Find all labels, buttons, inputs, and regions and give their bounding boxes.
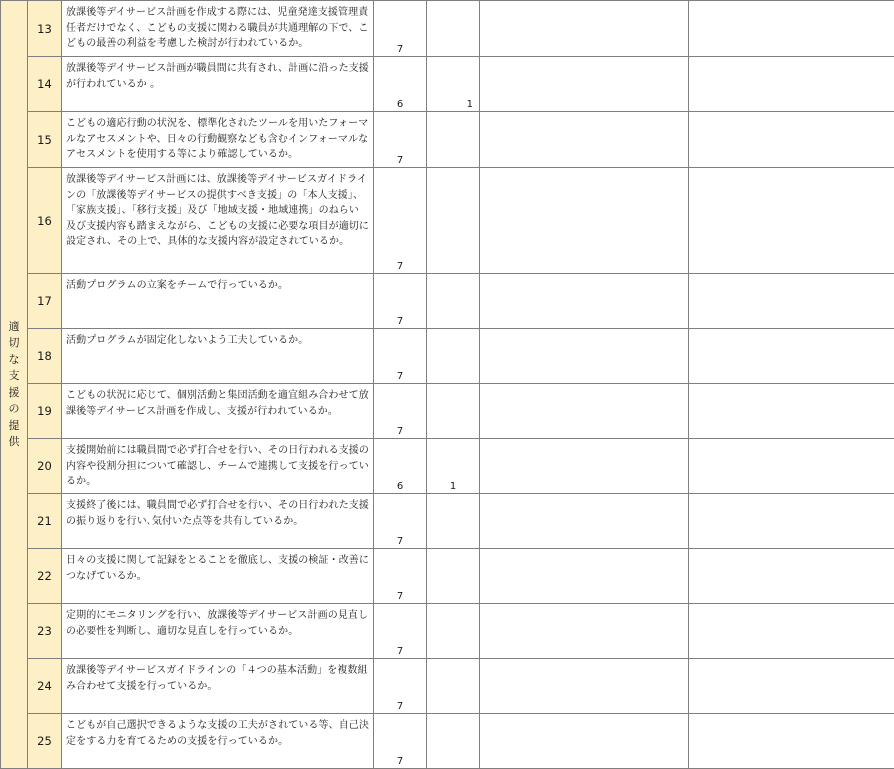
yes-count[interactable]: 6 [374, 439, 427, 494]
row-number: 25 [28, 714, 62, 769]
question-text[interactable]: 日々の支援に関して記録をとることを徹底し、支援の検証・改善につなげているか。 [62, 549, 374, 604]
question-text[interactable]: 活動プログラムの立案をチームで行っているか。 [62, 274, 374, 329]
improvement-cell[interactable] [480, 549, 689, 604]
remarks-cell[interactable] [689, 439, 894, 494]
yes-count[interactable]: 7 [374, 659, 427, 714]
improvement-cell[interactable] [480, 168, 689, 274]
remarks-cell[interactable] [689, 494, 894, 549]
table-row [1, 384, 894, 439]
table-row [1, 604, 894, 659]
improvement-cell[interactable] [480, 1, 689, 57]
question-text[interactable]: こどもの適応行動の状況を、標準化されたツールを用いたフォーマルなアセスメントや、日々の行動観察なども含むインフォーマルなアセスメントを使用する等により確認しているか。 [62, 112, 374, 168]
improvement-cell[interactable] [480, 329, 689, 384]
question-text[interactable]: 放課後等デイサービスガイドラインの「４つの基本活動」を複数組み合わせて支援を行っているか。 [62, 659, 374, 714]
yes-count[interactable]: 7 [374, 604, 427, 659]
yes-count[interactable]: 6 [374, 57, 427, 112]
table-row [1, 494, 894, 549]
remarks-cell[interactable] [689, 329, 894, 384]
yes-count[interactable]: 7 [374, 274, 427, 329]
remarks-cell[interactable] [689, 659, 894, 714]
table-row [1, 168, 894, 274]
row-number: 18 [28, 329, 62, 384]
remarks-cell[interactable] [689, 604, 894, 659]
no-count[interactable] [427, 329, 480, 384]
category-cell [1, 1, 28, 769]
yes-count[interactable]: 7 [374, 1, 427, 57]
no-count[interactable] [427, 659, 480, 714]
row-number: 20 [28, 439, 62, 494]
improvement-cell[interactable] [480, 384, 689, 439]
improvement-cell[interactable] [480, 57, 689, 112]
row-number: 21 [28, 494, 62, 549]
category-label: 適切な支援の提供 [8, 319, 20, 451]
no-count[interactable]: 1 [427, 439, 480, 494]
no-count[interactable] [427, 168, 480, 274]
row-number: 19 [28, 384, 62, 439]
question-text[interactable]: 活動プログラムが固定化しないよう工夫しているか。 [62, 329, 374, 384]
no-count[interactable] [427, 384, 480, 439]
improvement-cell[interactable] [480, 274, 689, 329]
remarks-cell[interactable] [689, 549, 894, 604]
table-row [1, 1, 894, 57]
row-number: 15 [28, 112, 62, 168]
question-text[interactable]: 支援終了後には、職員間で必ず打合せを行い、その日行われた支援の振り返りを行い､気付いた点等を共有しているか。 [62, 494, 374, 549]
improvement-cell[interactable] [480, 494, 689, 549]
table-row [1, 57, 894, 112]
improvement-cell[interactable] [480, 714, 689, 769]
yes-count[interactable]: 7 [374, 384, 427, 439]
question-text[interactable]: 放課後等デイサービス計画が職員間に共有され、計画に沿った支援が行われているか 。 [62, 57, 374, 112]
table-row [1, 329, 894, 384]
yes-count[interactable]: 7 [374, 329, 427, 384]
yes-count[interactable]: 7 [374, 494, 427, 549]
improvement-cell[interactable] [480, 112, 689, 168]
remarks-cell[interactable] [689, 112, 894, 168]
improvement-cell[interactable] [480, 659, 689, 714]
yes-count[interactable]: 7 [374, 112, 427, 168]
row-number: 14 [28, 57, 62, 112]
question-text[interactable]: 定期的にモニタリングを行い、放課後等デイサービス計画の見直しの必要性を判断し、適切な見直しを行っているか。 [62, 604, 374, 659]
improvement-cell[interactable] [480, 604, 689, 659]
no-count[interactable] [427, 274, 480, 329]
question-text[interactable]: 放課後等デイサービス計画には、放課後等デイサービスガイドラインの「放課後等デイサービスの提供すべき支援」の「本人支援」、「家族支援」、「移行支援」及び「地域支援・地域連携」のねらい及び支援内容も踏まえながら、こどもの支援に必要な項目が適切に設定され、その上で、具体的な支援内容が設定されているか。 [62, 168, 374, 274]
no-count[interactable]: 1 [427, 57, 480, 112]
no-count[interactable] [427, 494, 480, 549]
no-count[interactable] [427, 549, 480, 604]
table-row [1, 659, 894, 714]
yes-count[interactable]: 7 [374, 549, 427, 604]
yes-count[interactable]: 7 [374, 168, 427, 274]
question-text[interactable]: こどもの状況に応じて、個別活動と集団活動を適宜組み合わせて放課後等デイサービス計画を作成し、支援が行われているか。 [62, 384, 374, 439]
table-row [1, 274, 894, 329]
remarks-cell[interactable] [689, 714, 894, 769]
row-number: 24 [28, 659, 62, 714]
row-number: 23 [28, 604, 62, 659]
no-count[interactable] [427, 714, 480, 769]
remarks-cell[interactable] [689, 384, 894, 439]
row-number: 13 [28, 1, 62, 57]
question-text[interactable]: 支援開始前には職員間で必ず打合せを行い、その日行われる支援の内容や役割分担について確認し、チームで連携して支援を行っているか。 [62, 439, 374, 494]
remarks-cell[interactable] [689, 274, 894, 329]
row-number: 17 [28, 274, 62, 329]
question-text[interactable]: 放課後等デイサービス計画を作成する際には、児童発達支援管理責任者だけでなく、こどもの支援に関わる職員が共通理解の下で、こどもの最善の利益を考慮した検討が行われているか。 [62, 1, 374, 57]
improvement-cell[interactable] [480, 439, 689, 494]
question-text[interactable]: こどもが自己選択できるような支援の工夫がされている等、自己決定をする力を育てるための支援を行っているか。 [62, 714, 374, 769]
table-row [1, 439, 894, 494]
row-number: 22 [28, 549, 62, 604]
remarks-cell[interactable] [689, 57, 894, 112]
no-count[interactable] [427, 1, 480, 57]
table-row [1, 714, 894, 769]
no-count[interactable] [427, 604, 480, 659]
remarks-cell[interactable] [689, 168, 894, 274]
table-body [1, 1, 894, 769]
table-row [1, 112, 894, 168]
remarks-cell[interactable] [689, 1, 894, 57]
yes-count[interactable]: 7 [374, 714, 427, 769]
no-count[interactable] [427, 112, 480, 168]
table-row [1, 549, 894, 604]
row-number: 16 [28, 168, 62, 274]
